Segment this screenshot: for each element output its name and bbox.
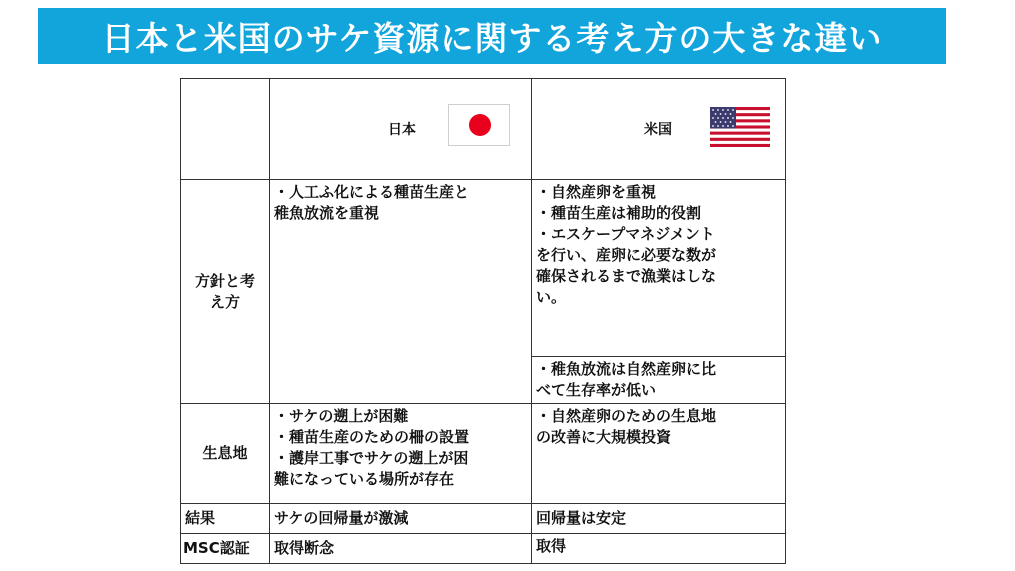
japan-header-label: 日本 [388, 122, 416, 138]
habitat-usa-line: の改善に大規模投資 [536, 428, 672, 446]
policy-label-line: え方 [209, 292, 240, 311]
policy-usa-bottom [532, 357, 785, 401]
policy-usa-line: ・種苗生産は補助的役割 [536, 204, 702, 222]
result-row [181, 504, 786, 534]
policy-usa-line: 確保されるまで漁業はしな [536, 267, 717, 285]
policy-label-line: 方針と考 [194, 271, 255, 290]
result-label: 結果 [181, 504, 270, 534]
msc-usa-cell: 取得 [532, 534, 786, 564]
habitat-usa-line: ・自然産卵のための生息地 [536, 407, 717, 425]
habitat-japan-line: 難になっている場所が存在 [274, 470, 455, 488]
policy-usa-top [532, 180, 785, 357]
header-row [181, 79, 786, 180]
policy-usa-line: い。 [536, 288, 567, 306]
japan-flag-icon [448, 104, 510, 146]
habitat-label: 生息地 [181, 404, 270, 504]
msc-japan-cell: 取得断念 [270, 534, 532, 564]
policy-japan-line: ・人工ふ化による種苗生産と [274, 183, 470, 201]
policy-usa-cell [532, 180, 786, 404]
japan-header-cell [270, 79, 532, 180]
us-flag-icon [710, 107, 770, 147]
msc-label: MSC認証 [181, 534, 270, 564]
comparison-table [180, 78, 786, 564]
habitat-japan-line: ・サケの遡上が困難 [274, 407, 409, 425]
habitat-japan-line: ・護岸工事でサケの遡上が困 [274, 449, 469, 467]
policy-usa-line: を行い、産卵に必要な数が [536, 246, 717, 264]
msc-row [181, 534, 786, 564]
policy-label [181, 180, 270, 404]
policy-usa-line: ・エスケープマネジメント [536, 225, 715, 243]
policy-usa-line: ・稚魚放流は自然産卵に比 [536, 360, 717, 378]
habitat-usa-cell [532, 404, 786, 504]
habitat-japan-cell [270, 404, 532, 504]
habitat-row [181, 404, 786, 504]
usa-header-cell [532, 79, 786, 180]
policy-japan-line: 稚魚放流を重視 [274, 204, 380, 222]
policy-row [181, 180, 786, 404]
usa-header-label: 米国 [644, 122, 672, 138]
result-usa-cell: 回帰量は安定 [532, 504, 786, 534]
policy-usa-line: ・自然産卵を重視 [536, 183, 657, 201]
policy-usa-line: べて生存率が低い [536, 381, 657, 399]
policy-japan-cell [270, 180, 532, 404]
corner-cell [181, 79, 270, 180]
habitat-japan-line: ・種苗生産のための柵の設置 [274, 428, 470, 446]
page-title: 日本と米国のサケ資源に関する考え方の大きな違い [38, 8, 946, 64]
result-japan-cell: サケの回帰量が激減 [270, 504, 532, 534]
